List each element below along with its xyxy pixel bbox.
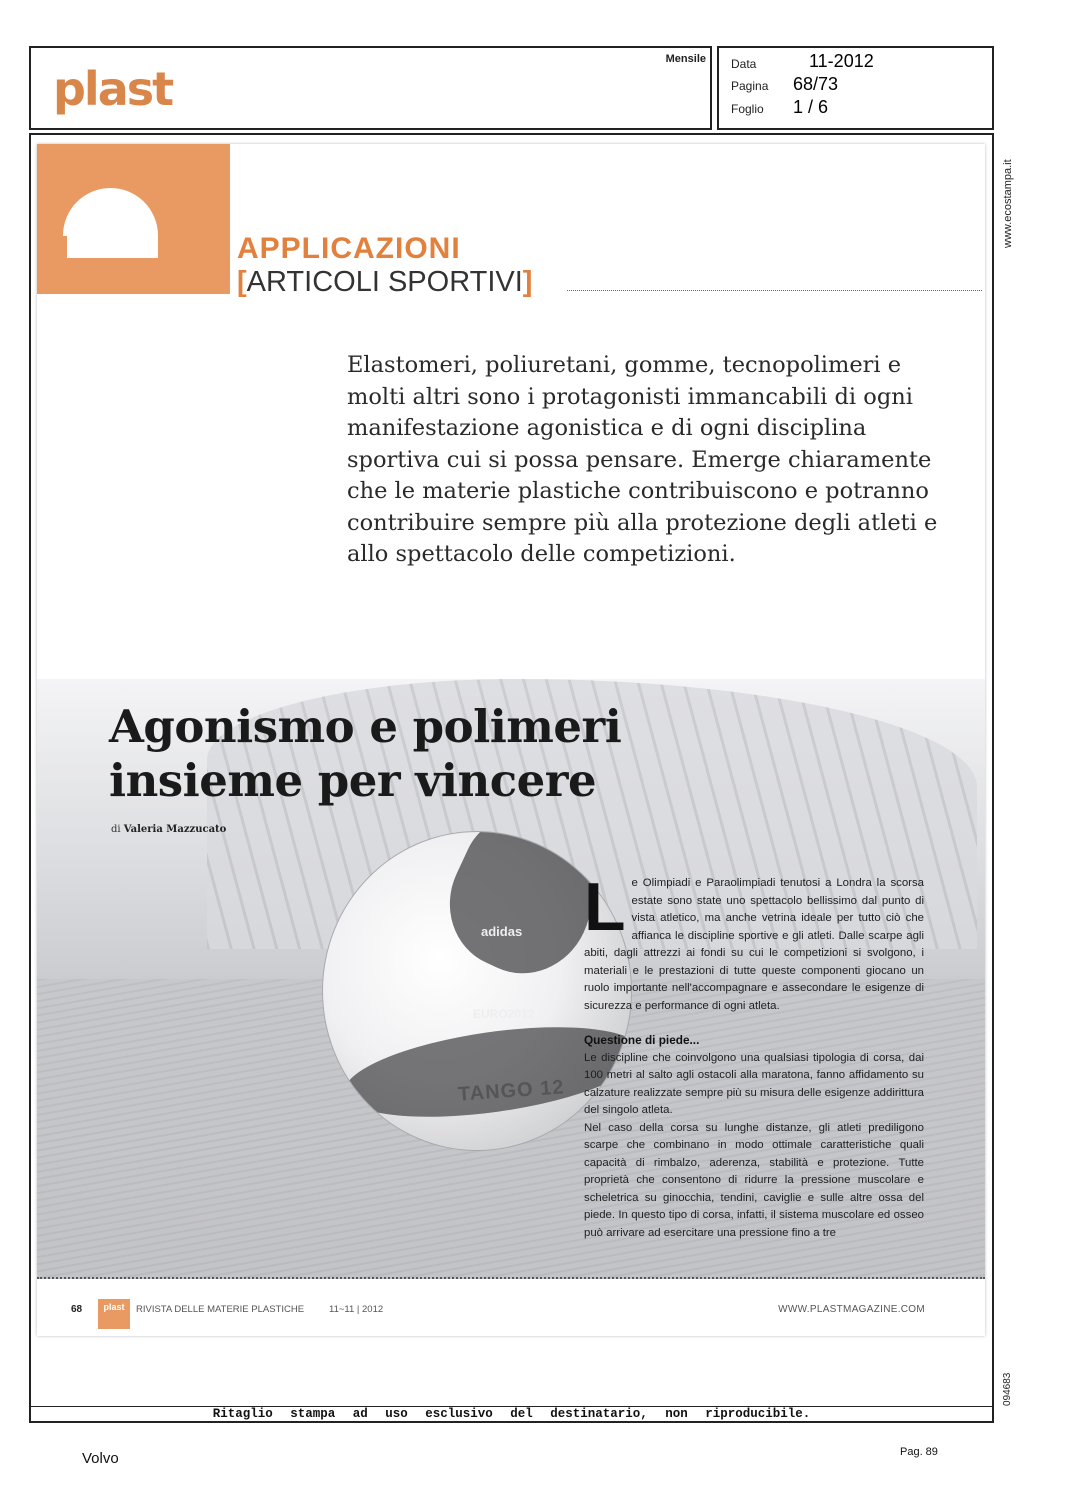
lead-paragraph: Elastomeri, poliuretani, gomme, tecnopolimeri e molti altri sono i protagonisti immancabili di ogni manifestazione agonistica e di ogni disciplina sportiva cui si possa pensare. Emerge chiaramente che le materie plastiche contribuiscono e potranno contribuire sempre più alla protezione degli atleti e allo spettacolo delle competizioni. [347, 352, 938, 567]
page-reference: Pag. 89 [900, 1446, 938, 1458]
disclaimer: Ritaglio stampa ad uso esclusivo del destinatario, non riproducibile. [31, 1406, 992, 1422]
section-divider [567, 290, 982, 291]
magazine-name: RIVISTA DELLE MATERIE PLASTICHE [136, 1304, 305, 1315]
byline: di Valeria Mazzucato [111, 824, 227, 835]
issue-number: 11~11 | 2012 [329, 1304, 384, 1315]
page-number: 68 [71, 1304, 83, 1315]
foglio-label: Foglio [731, 102, 764, 116]
footer-divider [37, 1277, 985, 1279]
ball-model: TANGO 12 [457, 1076, 566, 1106]
data-value: 11-2012 [809, 51, 874, 71]
paragraph-1: Le Olimpiadi e Paraolimpiadi tenutosi a Londra la scorsa estate sono state uno spettacolo bellissimo dal punto di vista atletico, ma anche vetrina ideale per tutto ciò che affianca le discipline sportive e gli atleti. Dalle scarpe agli abiti, dagli attrezzi ai fondi su cui le competizioni si svolgono, i materiali e le prestazioni di tutte queste componenti giocano un ruolo importante nell'accompagnare e assecondare le esigenze di sicurezza e performance di ogni atleta. [584, 869, 924, 1012]
article-body [584, 869, 924, 1242]
plast-logo: plast [53, 62, 173, 116]
headline-line-1: Agonismo e polimeri [109, 700, 622, 753]
magazine-footer [37, 1294, 985, 1324]
pagina-value: 68/73 [793, 74, 839, 94]
side-url: www.ecostampa.it [1002, 159, 1014, 248]
client-name: Volvo [82, 1450, 119, 1467]
author: Valeria Mazzucato [123, 824, 227, 835]
section-title: APPLICAZIONI [237, 232, 461, 265]
data-label: Data [731, 57, 757, 71]
paragraph-3: Nel caso della corsa su lunghe distanze, gli atleti prediligono scarpe che combinano in modo ottimale caratteristiche quali capacità di rimbalzo, aderenza, stabilità e protezione. Tutte proprietà che consentono di ridurre la pressione muscolare e scheletrica su ginocchia, tendini, caviglie e sulle altre ossa del piede. In questo tipo di corsa, infatti, il sistema muscolare ed osseo può arrivare ad esercitare una pressione fino a tre [584, 1121, 924, 1239]
ball-brand: adidas [481, 924, 523, 939]
foglio-value: 1 / 6 [793, 97, 829, 117]
frequency-label: Mensile [665, 53, 706, 65]
paragraph-2: Le discipline che coinvolgono una qualsiasi tipologia di corsa, dai 100 metri al salto agli ostacoli alla maratona, fanno affidamento su calzature realizzate sempre più su misura delle esigenze addirittura del singolo atleta. [584, 1051, 924, 1116]
article-headline [109, 700, 621, 808]
footer-logo: plast [98, 1299, 130, 1329]
section-subtitle: [ARTICOLI SPORTIVI] [237, 266, 533, 298]
pagina-label: Pagina [731, 79, 769, 93]
side-code: 094683 [1002, 1372, 1013, 1406]
website-link[interactable]: WWW.PLASTMAGAZINE.COM [778, 1304, 925, 1315]
drop-cap: L [584, 869, 626, 945]
ball-euro: EURO2012 [473, 1007, 535, 1021]
magazine-page [37, 144, 985, 1336]
header-meta-box [717, 46, 994, 130]
subheading: Questione di piede... [584, 1033, 700, 1047]
header-publication-box [29, 46, 712, 130]
headline-line-2: insieme per vincere [109, 754, 597, 807]
